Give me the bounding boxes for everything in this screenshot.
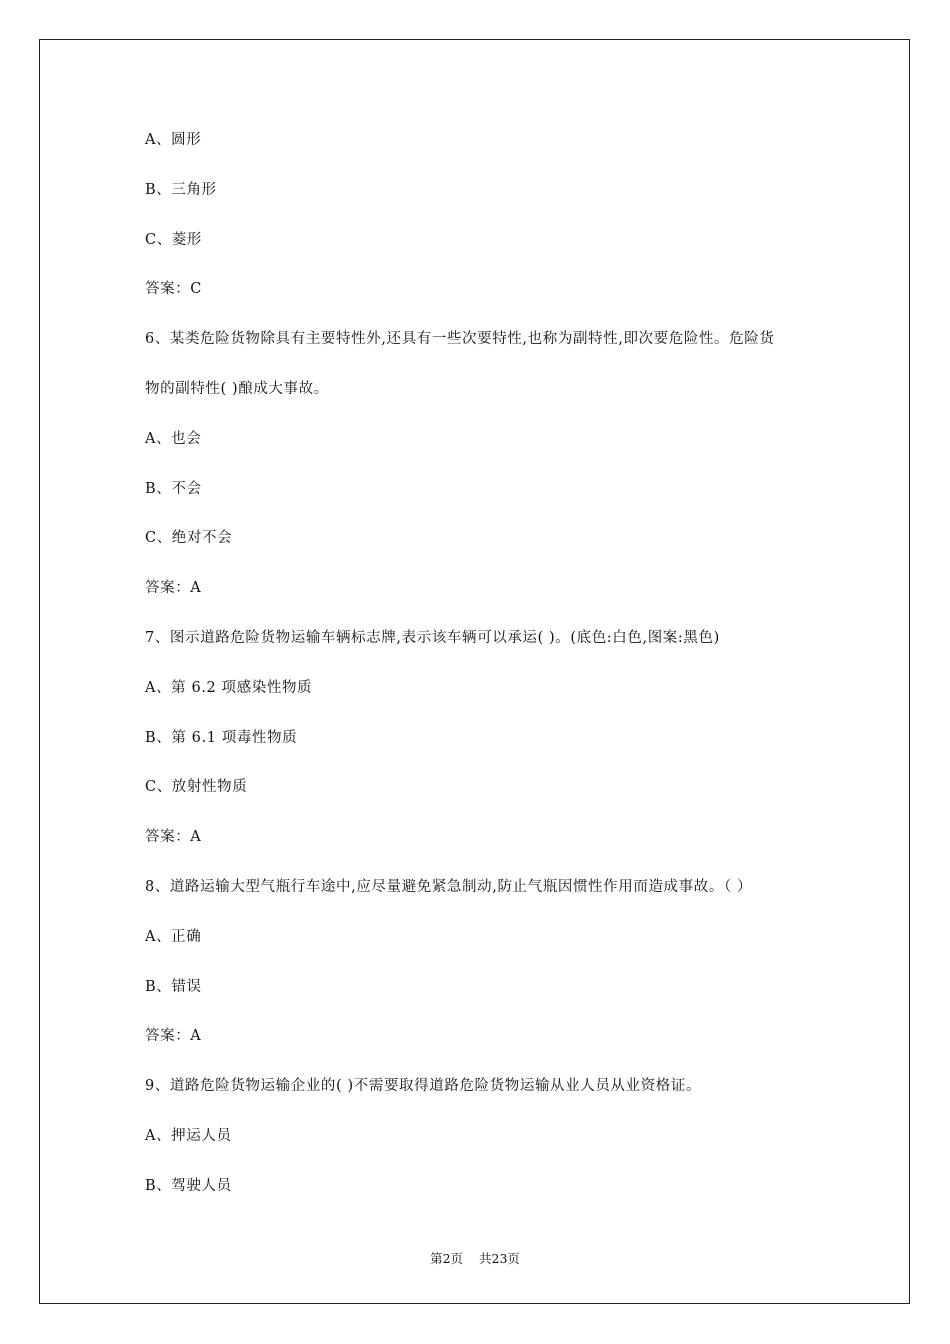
q7-option-c: C、放射性物质 (145, 779, 248, 796)
answer-8: 答案：A (145, 1028, 202, 1045)
q8-option-a: A、正确 (145, 928, 202, 945)
answer-6: 答案：A (145, 580, 202, 597)
page-footer (0, 1249, 950, 1267)
option-c-rhombus: C、菱形 (145, 231, 202, 248)
question-6-line-2: 物的副特性( )酿成大事故。 (145, 380, 329, 397)
question-6-line-1: 6、某类危险货物除具有主要特性外,还具有一些次要特性,也称为副特性,即次要危险性。危险货 (145, 331, 775, 348)
question-8: 8、道路运输大型气瓶行车途中,应尽量避免紧急制动,防止气瓶因惯性作用而造成事故。（ ） (145, 878, 753, 895)
q9-option-b: B、驾驶人员 (145, 1177, 232, 1194)
answer-7: 答案：A (145, 829, 202, 846)
page-total: 共23页 (479, 1251, 520, 1266)
q6-option-b: B、不会 (145, 480, 202, 497)
q7-option-b: B、第 6.1 项毒性物质 (145, 729, 298, 746)
q6-option-c: C、绝对不会 (145, 530, 233, 547)
q9-option-a: A、押运人员 (145, 1127, 232, 1144)
q7-option-a: A、第 6.2 项感染性物质 (145, 679, 313, 696)
option-b-triangle: B、三角形 (145, 181, 217, 198)
q8-option-b: B、错误 (145, 978, 202, 995)
page-number: 第2页 (430, 1251, 464, 1266)
question-7: 7、图示道路危险货物运输车辆标志牌,表示该车辆可以承运( )。(底色:白色,图案:黑色) (145, 629, 720, 646)
option-a-circle: A、圆形 (145, 132, 202, 148)
answer-5: 答案：C (145, 281, 202, 298)
q6-option-a: A、也会 (145, 430, 202, 447)
question-9: 9、道路危险货物运输企业的( )不需要取得道路危险货物运输从业人员从业资格证。 (145, 1078, 702, 1095)
document-body (145, 130, 825, 1226)
